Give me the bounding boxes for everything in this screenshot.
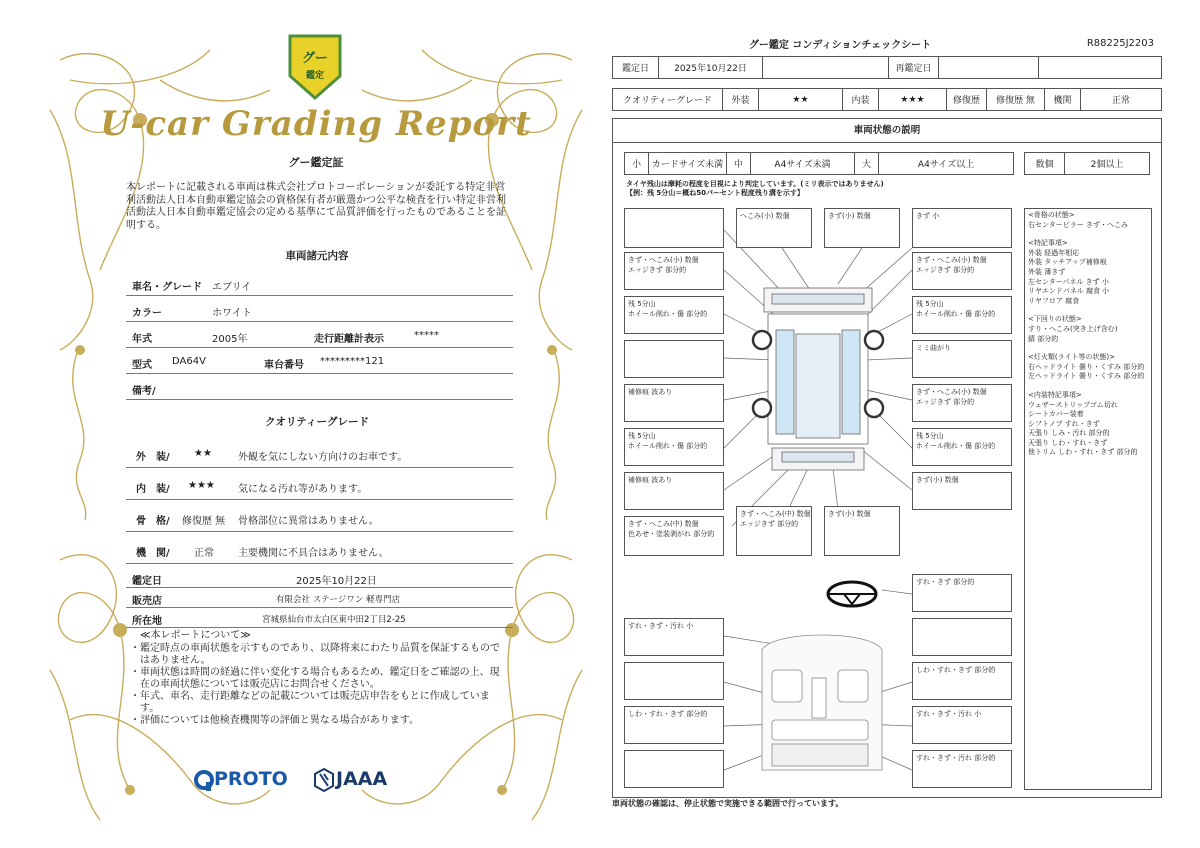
count-label: 数個 — [1025, 153, 1065, 175]
notes-group: <骨格の状態> 右センターピラー きず・へこみ — [1028, 211, 1128, 229]
notes-heading: ≪本レポートについて≫ — [140, 630, 251, 641]
goo-kantei-badge-icon — [286, 32, 344, 102]
report-id: R88225J2203 — [1086, 38, 1154, 49]
condition-box: 残 5分山 ホイール削れ・傷 部分的 — [624, 296, 724, 334]
sheet-footer: 車両状態の確認は、停止状態で実施できる範囲で行っています。 — [612, 799, 844, 808]
date-label: 鑑定日 — [613, 57, 659, 79]
row-color: カラー ホワイト — [126, 296, 513, 322]
grade-table — [612, 88, 1162, 111]
tire-note: タイヤ残山は摩耗の程度を目視により判定しています。(ミリ表示ではありません) 【例：残 5分山＝概ね50パーセント程度残り溝を示す】 — [626, 180, 884, 197]
condition-box: ミミ曲がり — [912, 340, 1012, 378]
notes-group: <内装特記事項> ウェザーストリップゴム切れ シートカバー装着 シフトノブ すれ・きず 天張り しみ・汚れ 部分的 天張り しわ・すれ・きず 他トリム しわ・すれ・きず 部分的 — [1028, 390, 1138, 457]
count-desc: 2個以上 — [1065, 153, 1150, 175]
proto-logo-icon — [194, 770, 214, 792]
condition-box: すれ・きず・汚れ 小 — [624, 618, 724, 656]
note-item: ・年式、車名、走行距離などの記載については販売店申告をもとに作成しています。 — [130, 691, 490, 714]
condition-box: きず・へこみ(中) 数個 エッジきず 部分的 — [736, 506, 812, 556]
svg-text:鑑定: 鑑定 — [305, 71, 325, 81]
condition-box: きず(小) 数個 — [912, 472, 1012, 510]
row-exterior: 外 装/ ★★ 外観を気にしない方向けのお車です。 — [126, 438, 513, 468]
size-mid: 中 — [727, 153, 751, 175]
condition-box — [624, 750, 724, 788]
condition-box — [624, 662, 724, 700]
redate-label: 再鑑定日 — [889, 57, 939, 79]
condition-box: 残 5分山 ホイール削れ・傷 部分的 — [912, 296, 1012, 334]
row-frame: 骨 格/ 修復歴 無 骨格部位に異常はありません。 — [126, 502, 513, 532]
note-item: ・評価については他検査機関等の評価と異なる場合があります。 — [130, 715, 419, 726]
ext-value: ★★ — [759, 89, 843, 111]
repair-label: 修復歴 — [947, 89, 987, 111]
row-address: 所在地 宮城県仙台市太白区東中田2丁目2-25 — [126, 608, 513, 628]
condition-box: へこみ(小) 数個 — [736, 208, 812, 248]
condition-box: 残 5分山 ホイール削れ・傷 部分的 — [624, 428, 724, 466]
condition-box — [624, 208, 724, 248]
grade-label: クオリティーグレード — [613, 89, 723, 111]
proto-logo: PROTO — [214, 768, 288, 790]
count-legend — [1024, 152, 1150, 175]
row-year: 年式 2005年 走行距離計表示 ***** — [126, 322, 513, 348]
date-empty — [763, 57, 889, 79]
certificate-heading: グー鑑定証 — [288, 156, 344, 169]
script-title: U-car Grading Report — [100, 104, 532, 144]
condition-box — [624, 340, 724, 378]
notes-group: <下回りの状態> すり・へこみ(突き上げ含む) 錆 部分的 — [1028, 315, 1118, 343]
size-mid-desc: A4サイズ未満 — [751, 153, 855, 175]
row-engine: 機 関/ 正常 主要機関に不具合はありません。 — [126, 534, 513, 564]
state-title: 車両状態の説明 — [613, 119, 1161, 143]
condition-box: 残 5分山 ホイール削れ・傷 部分的 — [912, 428, 1012, 466]
quality-title: クオリティーグレード — [265, 416, 369, 428]
condition-box: きず(小) 数個 — [824, 506, 900, 556]
condition-box — [912, 618, 1012, 656]
notes-group: <灯火類(ライト等の状態)> 右ヘッドライト 曇り・くすみ 部分的 左ヘッドライト 曇り・くすみ 部分的 — [1028, 353, 1145, 381]
redate-empty — [1039, 57, 1162, 79]
row-date: 鑑定日 2025年10月22日 — [126, 566, 513, 588]
condition-box: きず・へこみ(小) 数個 エッジきず 部分的 — [912, 252, 1012, 290]
condition-box: すれ・きず・汚れ 小 — [912, 706, 1012, 744]
row-remarks: 備考/ — [126, 374, 513, 400]
engine-value: 正常 — [1081, 89, 1162, 111]
engine-label: 機関 — [1045, 89, 1081, 111]
ext-label: 外装 — [723, 89, 759, 111]
condition-box: すれ・きず 部分的 — [912, 574, 1012, 612]
notes-group: <特記事項> 外装 経過年相応 外装 タッチアップ補修痕 外装 薄きず 左センターパネル きず 小 リヤエンドパネル 腐食 小 リヤフロア 腐食 — [1028, 239, 1110, 305]
date-value: 2025年10月22日 — [659, 57, 763, 79]
condition-box: 補修痕 波あり — [624, 472, 724, 510]
jaaa-logo-icon — [314, 768, 334, 792]
condition-box: きず(小) 数個 — [824, 208, 900, 248]
condition-box: きず・へこみ(小) 数個 エッジきず 部分的 — [624, 252, 724, 290]
size-large-desc: A4サイズ以上 — [879, 153, 1014, 175]
size-small-desc: カードサイズ未満 — [649, 153, 727, 175]
special-notes — [1024, 208, 1152, 790]
condition-box: しわ・すれ・きず 部分的 — [912, 662, 1012, 700]
int-value: ★★★ — [879, 89, 947, 111]
logos — [210, 768, 430, 798]
row-shop: 販売店 有限会社 ステージワン 軽専門店 — [126, 588, 513, 608]
condition-box: きず 小 — [912, 208, 1012, 248]
size-small: 小 — [625, 153, 649, 175]
condition-box: しわ・すれ・きず 部分的 — [624, 706, 724, 744]
report-notes — [126, 630, 508, 727]
size-legend — [624, 152, 1014, 175]
redate-value — [939, 57, 1039, 79]
repair-value: 修復歴 無 — [987, 89, 1045, 111]
sheet-title: グー鑑定 コンディションチェックシート — [748, 40, 932, 51]
date-table — [612, 56, 1162, 79]
condition-box: 補修痕 波あり — [624, 384, 724, 422]
condition-box: きず・へこみ(小) 数個 エッジきず 部分的 — [912, 384, 1012, 422]
row-model: 型式 DA64V 車台番号 *********121 — [126, 348, 513, 374]
grading-certificate — [40, 20, 592, 830]
size-large: 大 — [855, 153, 879, 175]
condition-box: きず・へこみ(中) 数個 色あせ・塗装剥がれ 部分的 — [624, 516, 724, 556]
row-car-name: 車名・グレード エブリイ — [126, 270, 513, 296]
row-interior: 内 装/ ★★★ 気になる汚れ等があります。 — [126, 470, 513, 500]
certificate-intro: 本レポートに記載される車両は株式会社プロトコーポレーションが委託する特定非営利活動法人日本自動車鑑定協会の資格保有者が厳選かつ公平な検査を行い特定非営利活動法人日本自動車鑑定協会の定める基準にて品質評価を行ったものであることを証明する。 — [126, 182, 506, 231]
specs-title: 車両諸元内容 — [285, 250, 349, 262]
int-label: 内装 — [843, 89, 879, 111]
svg-text:グー: グー — [301, 51, 329, 66]
condition-check-sheet — [612, 30, 1164, 820]
condition-box: すれ・きず・汚れ 部分的 — [912, 750, 1012, 788]
note-item: ・車両状態は時間の経過に伴い変化する場合もあるため、鑑定日をご確認の上、現在の車両状態については販売店にお問合せください。 — [130, 667, 500, 690]
jaaa-logo: JAAA — [336, 768, 388, 790]
note-item: ・鑑定時点の車両状態を示すものであり、以降将来にわたり品質を保証するものではありません。 — [130, 643, 500, 666]
